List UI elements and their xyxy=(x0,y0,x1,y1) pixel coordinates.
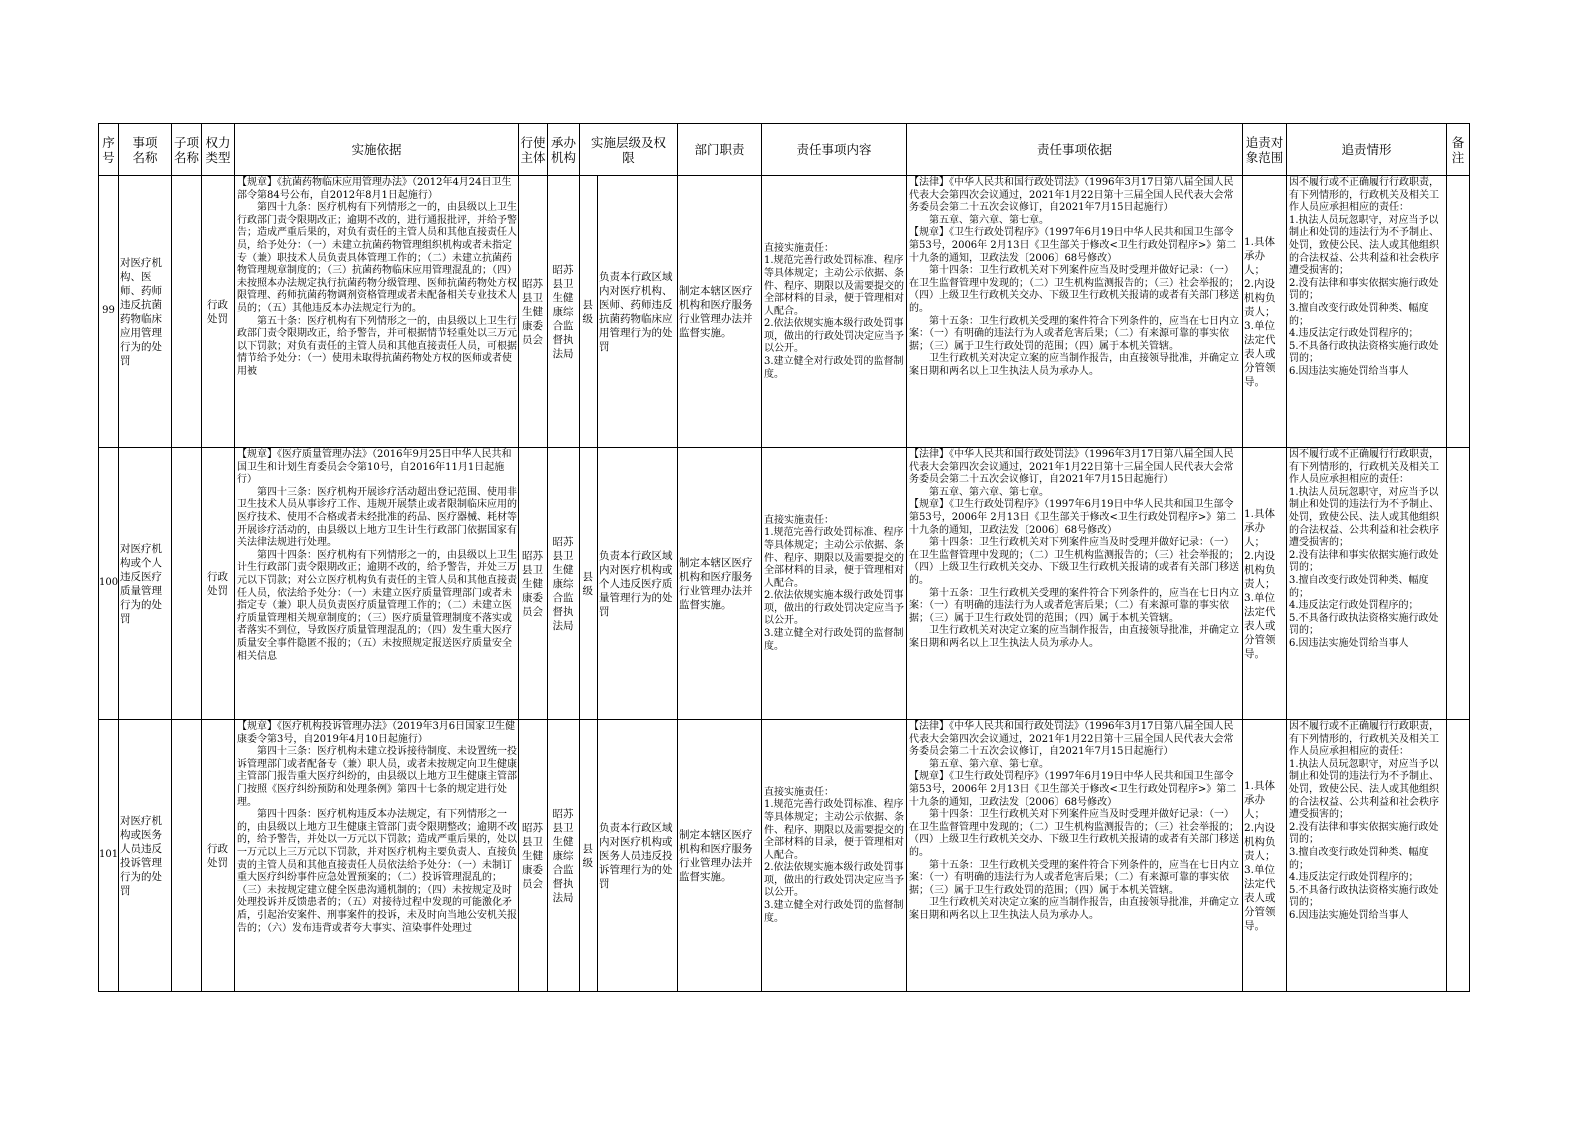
cell-scope: 1.具体承办人； 2.内设机构负责人； 3.单位法定代表人或分管领导。 xyxy=(1243,448,1287,720)
cell-resp xyxy=(762,720,907,992)
header-duty: 部门职责 xyxy=(678,124,762,176)
cell-duty: 制定本辖区医疗机构和医疗服务行业管理办法并监督实施。 xyxy=(678,176,762,448)
cell-circ: 因不履行或不正确履行行政职责，有下列情形的，行政机关及相关工作人员应承担相应的责任： 1.执法人员玩忽职守，对应当予以制止和处罚的违法行为不予制止、处罚，致使公民、法人或其他组织的合法权益、公共利益和社会秩序遭受损害的； 2.没有法律和事实依据实施行政处罚的； 3.擅自改变行政处罚种类、幅度的； 4.违反法定行政处罚程序的； 5.不具备行政执法资格实施行政处罚的； 6.因违法实施处罚给当事人 xyxy=(1287,720,1447,992)
cell-org: 昭苏县卫生健康综合监督执法局 xyxy=(548,448,580,720)
cell-resp xyxy=(762,176,907,448)
header-subject: 行使主体 xyxy=(519,124,548,176)
cell-subject: 昭苏县卫生健康委员会 xyxy=(519,448,548,720)
cell-sub xyxy=(172,448,202,720)
authority-list-table xyxy=(98,123,1470,992)
header-sub: 子项名称 xyxy=(172,124,202,176)
cell-scope-power: 负责本行政区域内对医疗机构、医师、药师违反抗菌药物临床应用管理行为的处罚 xyxy=(598,176,678,448)
cell-scope: 1.具体承办人； 2.内设机构负责人； 3.单位法定代表人或分管领导。 xyxy=(1243,720,1287,992)
cell-duty: 制定本辖区医疗机构和医疗服务行业管理办法并监督实施。 xyxy=(678,448,762,720)
table-row xyxy=(99,176,1470,448)
cell-scope-power: 负责本行政区域内对医疗机构或个人违反医疗质量管理行为的处罚 xyxy=(598,448,678,720)
cell-subject: 昭苏县卫生健康委员会 xyxy=(519,720,548,992)
cell-org: 昭苏县卫生健康综合监督执法局 xyxy=(548,720,580,992)
cell-level: 县级 xyxy=(580,448,598,720)
resp-text: 直接实施责任： 1.规范完善行政处罚标准、程序等具体规定；主动公示依据、条件、程序、期限以及需要提交的全部材料的目录，便于管理相对人配合。 2.依法依规实施本级行政处罚事项，做出的行政处罚决定应当予以公开。 3.建立健全对行政处罚的监督制度。 xyxy=(764,514,904,652)
cell-resp xyxy=(762,448,907,720)
header-circ: 追责情形 xyxy=(1287,124,1447,176)
cell-resp-basis: 【法律】《中华人民共和国行政处罚法》（1996年3月17日第八届全国人民代表大会第四次会议通过，2021年1月22日第十三届全国人民代表大会常务委员会第二十五次会议修订，自2021年7月15日起施行） 第五章、第六章、第七章。 【规章】《卫生行政处罚程序》（1997年6月19日中华人民共和国卫生部令第53号，2006年 2月13日《卫生部关于修改<卫生行政处罚程序>》第二十九条的通知，卫政法发〔2006〕68号修改） 第十四条：卫生行政机关对下列案件应当及时受理并做好记录：（一）在卫生监督管理中发现的；（二）卫生机构监测报告的；（三）社会举报的；（四）上级卫生行政机关交办、下级卫生行政机关报请的或者有关部门移送的。 第十五条：卫生行政机关受理的案件符合下列条件的，应当在七日内立案：（一）有明确的违法行为人或者危害后果；（二）有来源可靠的事实依据；（三）属于卫生行政处罚的范围；（四）属于本机关管辖。 卫生行政机关对决定立案的应当制作报告，由直接领导批准，并确定立案日期和两名以上卫生执法人员为承办人。 xyxy=(907,176,1243,448)
cell-org: 昭苏县卫生健康综合监督执法局 xyxy=(548,176,580,448)
cell-note xyxy=(1447,720,1470,992)
header-scope: 追责对象范围 xyxy=(1243,124,1287,176)
cell-duty: 制定本辖区医疗机构和医疗服务行业管理办法并监督实施。 xyxy=(678,720,762,992)
cell-basis: 【规章】《医疗机构投诉管理办法》（2019年3月6日国家卫生健康委令第3号，自2019年4月10日起施行） 第四十三条：医疗机构未建立投诉接待制度、未设置统一投诉管理部门或者配备专（兼）职人员，或者未按规定向卫生健康主管部门报告重大医疗纠纷的，由县级以上地方卫生健康主管部门按照《医疗纠纷预防和处理条例》第四十七条的规定进行处理。 第四十四条：医疗机构违反本办法规定，有下列情形之一的，由县级以上地方卫生健康主管部门责令限期整改；逾期不改的，给予警告，并处以一万元以下罚款；造成严重后果的，处以一万元以上三万元以下罚款，并对医疗机构主要负责人、直接负责的主管人员和其他直接责任人员依法给予处分：（一）未制订重大医疗纠纷事件应急处置预案的；（二）投诉管理混乱的；（三）未按规定建立健全医患沟通机制的；（四）未按规定及时处理投诉并反馈患者的；（五）对接待过程中发现的可能激化矛盾，引起治安案件、刑事案件的投诉，未及时向当地公安机关报告的；（六）发布违背或者夸大事实、渲染事件处理过 xyxy=(235,720,519,992)
cell-resp-basis: 【法律】《中华人民共和国行政处罚法》（1996年3月17日第八届全国人民代表大会第四次会议通过，2021年1月22日第十三届全国人民代表大会常务委员会第二十五次会议修订，自2021年7月15日起施行） 第五章、第六章、第七章。 【规章】《卫生行政处罚程序》（1997年6月19日中华人民共和国卫生部令第53号，2006年 2月13日《卫生部关于修改<卫生行政处罚程序>》第二十九条的通知，卫政法发〔2006〕68号修改） 第十四条：卫生行政机关对下列案件应当及时受理并做好记录：（一）在卫生监督管理中发现的；（二）卫生机构监测报告的；（三）社会举报的；（四）上级卫生行政机关交办、下级卫生行政机关报请的或者有关部门移送的。 第十五条：卫生行政机关受理的案件符合下列条件的，应当在七日内立案：（一）有明确的违法行为人或者危害后果；（二）有来源可靠的事实依据；（三）属于卫生行政处罚的范围；（四）属于本机关管辖。 卫生行政机关对决定立案的应当制作报告，由直接领导批准，并确定立案日期和两名以上卫生执法人员为承办人。 xyxy=(907,448,1243,720)
cell-subject: 昭苏县卫生健康委员会 xyxy=(519,176,548,448)
cell-circ: 因不履行或不正确履行行政职责，有下列情形的，行政机关及相关工作人员应承担相应的责任： 1.执法人员玩忽职守，对应当予以制止和处罚的违法行为不予制止、处罚，致使公民、法人或其他组织的合法权益、公共利益和社会秩序遭受损害的； 2.没有法律和事实依据实施行政处罚的； 3.擅自改变行政处罚种类、幅度的； 4.违反法定行政处罚程序的； 5.不具备行政执法资格实施行政处罚的； 6.因违法实施处罚给当事人 xyxy=(1287,176,1447,448)
header-resp: 责任事项内容 xyxy=(762,124,907,176)
header-name: 事项名称 xyxy=(119,124,172,176)
header-basis: 实施依据 xyxy=(235,124,519,176)
cell-basis: 【规章】《抗菌药物临床应用管理办法》（2012年4月24日卫生部令第84号公布，自2012年8月1日起施行） 第四十九条：医疗机构有下列情形之一的，由县级以上卫生行政部门责令限期改正；逾期不改的，进行通报批评，并给予警告；造成严重后果的，对负有责任的主管人员和其他直接责任人员，给予处分：（一）未建立抗菌药物管理组织机构或者未指定专（兼）职技术人员负责具体管理工作的；（二）未建立抗菌药物管理规章制度的；（三）抗菌药物临床应用管理混乱的；（四）未按照本办法规定执行抗菌药物分级管理、医师抗菌药物处方权限管理、药师抗菌药物调剂资格管理或者未配备相关专业技术人员的；（五）其他违反本办法规定行为的。 第五十条：医疗机构有下列情形之一的，由县级以上卫生行政部门责令限期改正，给予警告，并可根据情节轻重处以三万元以下罚款；对负有责任的主管人员和其他直接责任人员，可根据情节给予处分：（一）使用未取得抗菌药物处方权的医师或者使用被 xyxy=(235,176,519,448)
cell-level: 县级 xyxy=(580,720,598,992)
table-row xyxy=(99,448,1470,720)
header-type: 权力类型 xyxy=(202,124,235,176)
resp-text: 直接实施责任： 1.规范完善行政处罚标准、程序等具体规定；主动公示依据、条件、程序、期限以及需要提交的全部材料的目录，便于管理相对人配合。 2.依法依规实施本级行政处罚事项，做出的行政处罚决定应当予以公开。 3.建立健全对行政处罚的监督制度。 xyxy=(764,242,904,380)
cell-circ: 因不履行或不正确履行行政职责，有下列情形的，行政机关及相关工作人员应承担相应的责任： 1.执法人员玩忽职守，对应当予以制止和处罚的违法行为不予制止、处罚，致使公民、法人或其他组织的合法权益、公共利益和社会秩序遭受损害的； 2.没有法律和事实依据实施行政处罚的； 3.擅自改变行政处罚种类、幅度的； 4.违反法定行政处罚程序的； 5.不具备行政执法资格实施行政处罚的； 6.因违法实施处罚给当事人 xyxy=(1287,448,1447,720)
cell-note xyxy=(1447,448,1470,720)
cell-name: 对医疗机构或医务人员违反投诉管理行为的处罚 xyxy=(119,720,172,992)
header-org: 承办机构 xyxy=(548,124,580,176)
header-note: 备注 xyxy=(1447,124,1470,176)
header-row xyxy=(99,124,1470,176)
cell-no: 99 xyxy=(99,176,119,448)
cell-no: 100 xyxy=(99,448,119,720)
cell-basis: 【规章】《医疗质量管理办法》（2016年9月25日中华人民共和国卫生和计划生育委员会令第10号，自2016年11月1日起施行） 第四十三条：医疗机构开展诊疗活动超出登记范围、使用非卫生技术人员从事诊疗工作、违规开展禁止或者限制临床应用的医疗技术、使用不合格或者未经批准的药品、医疗器械、耗材等开展诊疗活动的，由县级以上地方卫生计生行政部门依据国家有关法律法规进行处理。 第四十四条：医疗机构有下列情形之一的，由县级以上卫生计生行政部门责令限期改正；逾期不改的，给予警告，并处三万元以下罚款；对公立医疗机构负有责任的主管人员和其他直接责任人员，依法给予处分：（一）未建立医疗质量管理部门或者未指定专（兼）职人员负责医疗质量管理工作的；（二）未建立医疗质量管理相关规章制度的；（三）医疗质量管理制度不落实或者落实不到位，导致医疗质量管理混乱的；（四）发生重大医疗质量安全事件隐匿不报的；（五）未按照规定报送医疗质量安全相关信息 xyxy=(235,448,519,720)
cell-no: 101 xyxy=(99,720,119,992)
table-row xyxy=(99,720,1470,992)
cell-type: 行政处罚 xyxy=(202,448,235,720)
header-resp-basis: 责任事项依据 xyxy=(907,124,1243,176)
cell-sub xyxy=(172,720,202,992)
resp-text: 直接实施责任： 1.规范完善行政处罚标准、程序等具体规定；主动公示依据、条件、程序、期限以及需要提交的全部材料的目录，便于管理相对人配合。 2.依法依规实施本级行政处罚事项，做出的行政处罚决定应当予以公开。 3.建立健全对行政处罚的监督制度。 xyxy=(764,786,904,924)
cell-resp-basis: 【法律】《中华人民共和国行政处罚法》（1996年3月17日第八届全国人民代表大会第四次会议通过，2021年1月22日第十三届全国人民代表大会常务委员会第二十五次会议修订，自2021年7月15日起施行） 第五章、第六章、第七章。 【规章】《卫生行政处罚程序》（1997年6月19日中华人民共和国卫生部令第53号，2006年 2月13日《卫生部关于修改<卫生行政处罚程序>》第二十九条的通知，卫政法发〔2006〕68号修改） 第十四条：卫生行政机关对下列案件应当及时受理并做好记录：（一）在卫生监督管理中发现的；（二）卫生机构监测报告的；（三）社会举报的；（四）上级卫生行政机关交办、下级卫生行政机关报请的或者有关部门移送的。 第十五条：卫生行政机关受理的案件符合下列条件的，应当在七日内立案：（一）有明确的违法行为人或者危害后果；（二）有来源可靠的事实依据；（三）属于卫生行政处罚的范围；（四）属于本机关管辖。 卫生行政机关对决定立案的应当制作报告，由直接领导批准，并确定立案日期和两名以上卫生执法人员为承办人。 xyxy=(907,720,1243,992)
cell-type: 行政处罚 xyxy=(202,176,235,448)
cell-type: 行政处罚 xyxy=(202,720,235,992)
cell-scope-power: 负责本行政区域内对医疗机构或医务人员违反投诉管理行为的处罚 xyxy=(598,720,678,992)
cell-name: 对医疗机构或个人违反医疗质量管理行为的处罚 xyxy=(119,448,172,720)
header-no: 序号 xyxy=(99,124,119,176)
cell-level: 县级 xyxy=(580,176,598,448)
cell-sub xyxy=(172,176,202,448)
cell-name: 对医疗机构、医师、药师违反抗菌药物临床应用管理行为的处罚 xyxy=(119,176,172,448)
cell-note xyxy=(1447,176,1470,448)
cell-scope: 1.具体承办人； 2.内设机构负责人； 3.单位法定代表人或分管领导。 xyxy=(1243,176,1287,448)
header-level: 实施层级及权限 xyxy=(580,124,678,176)
